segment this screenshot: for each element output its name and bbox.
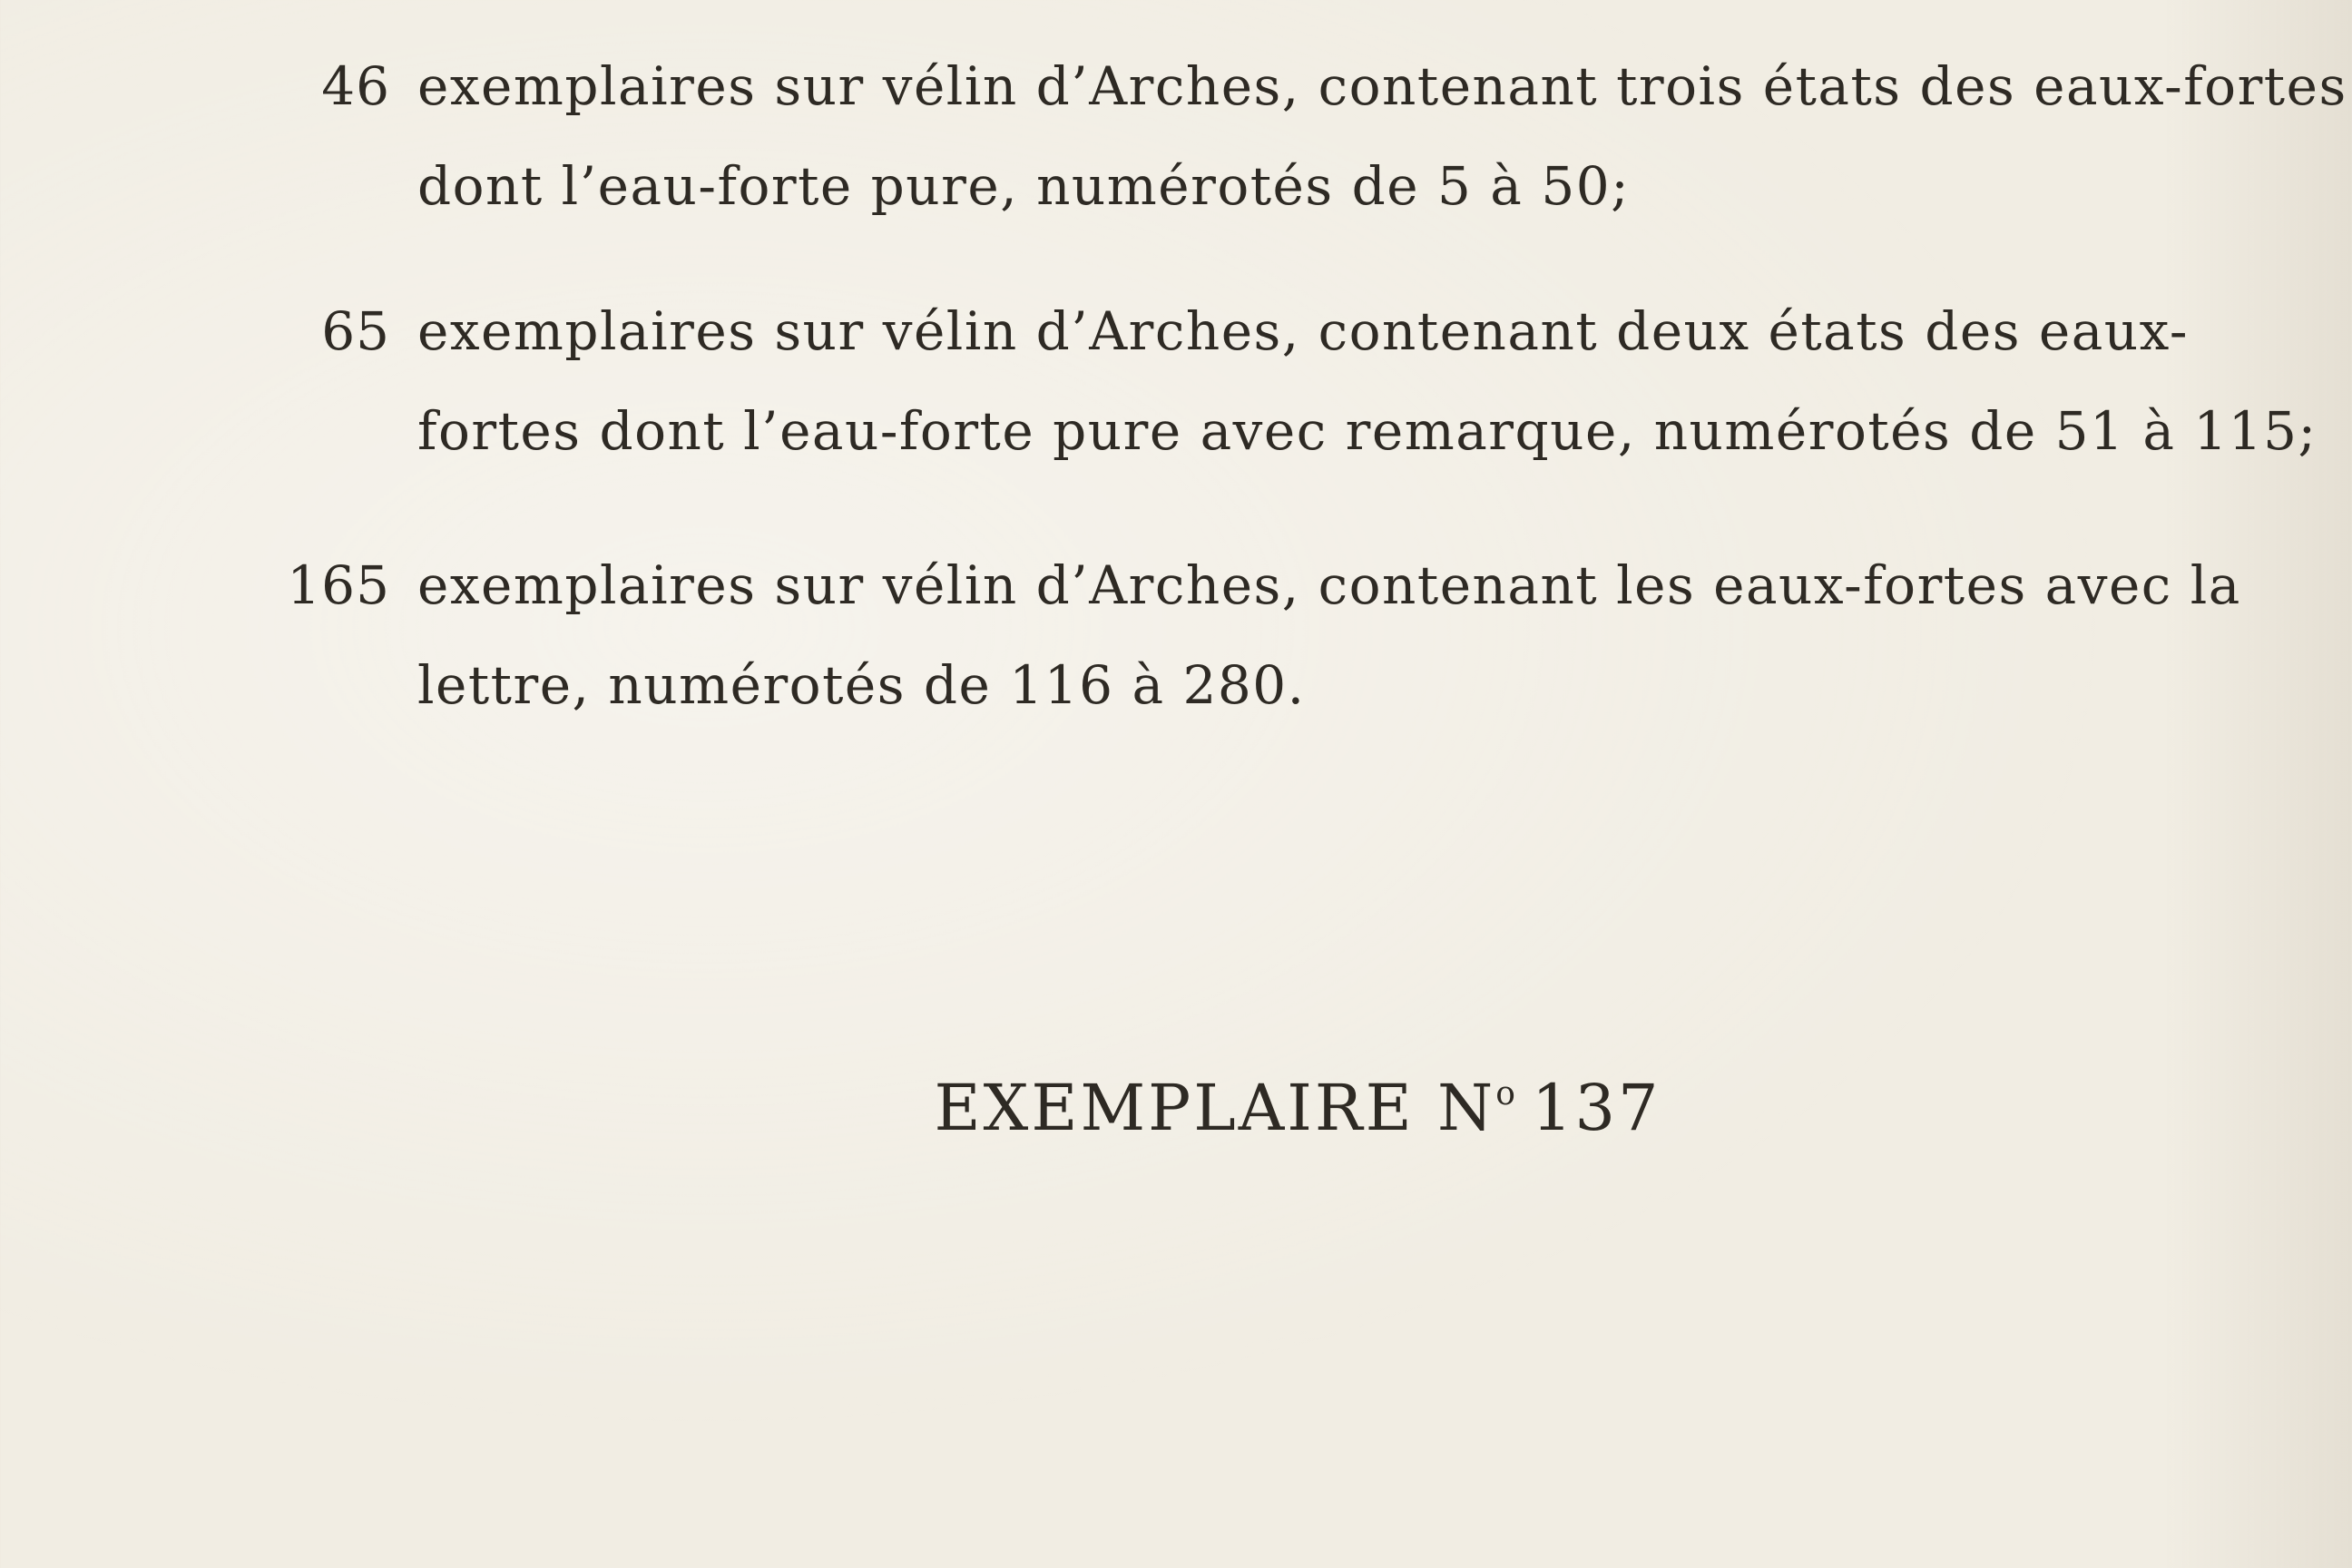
copy-number-value: 137 <box>1531 1071 1661 1145</box>
copy-number-statement <box>0 1071 2352 1145</box>
edition-description <box>417 281 2318 481</box>
description-line: fortes dont l’eau-forte pure avec remarque, numérotés de 51 à 115; <box>417 400 2318 462</box>
number-abbrev-superscript: o <box>1495 1075 1515 1112</box>
description-line: dont l’eau-forte pure, numérotés de 5 à 50; <box>417 155 1631 217</box>
description-line: lettre, numérotés de 116 à 280. <box>417 654 1306 716</box>
copy-count: 46 <box>321 55 390 117</box>
description-line: exemplaires sur vélin d’Arches, contenant deux états des eaux- <box>417 300 2189 362</box>
description-line: exemplaires sur vélin d’Arches, contenant les eaux-fortes avec la <box>417 554 2241 616</box>
description-line: exemplaires sur vélin d’Arches, contenant trois états des eaux-fortes <box>417 55 2347 117</box>
copy-count: 65 <box>321 300 390 362</box>
edition-description <box>417 36 2347 236</box>
edition-description <box>417 535 2241 735</box>
copy-number-label: EXEMPLAIRE N <box>934 1071 1496 1145</box>
copy-count: 165 <box>287 554 390 616</box>
